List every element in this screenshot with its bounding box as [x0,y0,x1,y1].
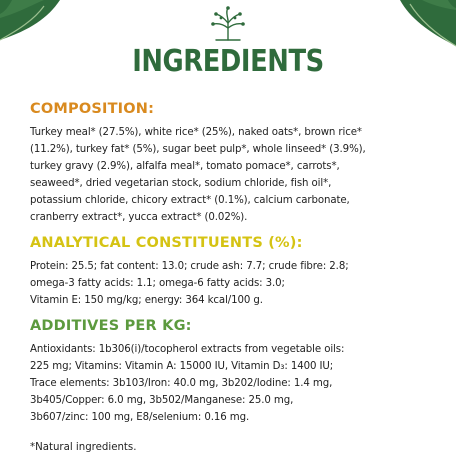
analytical-line: omega-3 fatty acids: 1.1; omega-6 fatty acids: 3.0; [30,278,285,289]
analytical-line: Protein: 25.5; fat content: 13.0; crude ash: 7.7; crude fibre: 2.8; [30,261,349,272]
additives-text [30,341,430,426]
additives-line: 225 mg; Vitamins: Vitamin A: 15000 IU, Vitamin D₃: 1400 IU; [30,361,334,372]
footnote: *Natural ingredients. [30,442,137,453]
page-title: INGREDIENTS [132,44,324,79]
analytical-constituents-heading: ANALYTICAL CONSTITUENTS (%): [30,235,303,251]
additives-line: 3b405/Copper: 6.0 mg, 3b502/Manganese: 25.0 mg, [30,395,294,406]
composition-line: Turkey meal* (27.5%), white rice* (25%), naked oats*, brown rice* [30,127,362,138]
composition-line: potassium chloride, chicory extract* (0.1%), calcium carbonate, [30,195,350,206]
composition-heading: COMPOSITION: [30,101,155,117]
additives-line: 3b607/zinc: 100 mg, E8/selenium: 0.16 mg. [30,412,250,423]
additives-line: Antioxidants: 1b306(i)/tocopherol extracts from vegetable oils: [30,344,345,355]
composition-line: cranberry extract*, yucca extract* (0.02%). [30,212,248,223]
composition-line: seaweed*, dried vegetarian stock, sodium chloride, fish oil*, [30,178,332,189]
additives-heading: ADDITIVES PER KG: [30,318,192,334]
analytical-constituents-text [30,258,430,309]
composition-line: (11.2%), turkey fat* (5%), sugar beet pulp*, whole linseed* (3.9%), [30,144,366,155]
tree-logo-icon [206,6,250,42]
composition-text [30,124,430,226]
composition-line: turkey gravy (2.9%), alfalfa meal*, tomato pomace*, carrots*, [30,161,340,172]
additives-line: Trace elements: 3b103/Iron: 40.0 mg, 3b202/Iodine: 1.4 mg, [30,378,333,389]
ingredients-content [30,100,430,456]
analytical-line: Vitamin E: 150 mg/kg; energy: 364 kcal/100 g. [30,295,263,306]
